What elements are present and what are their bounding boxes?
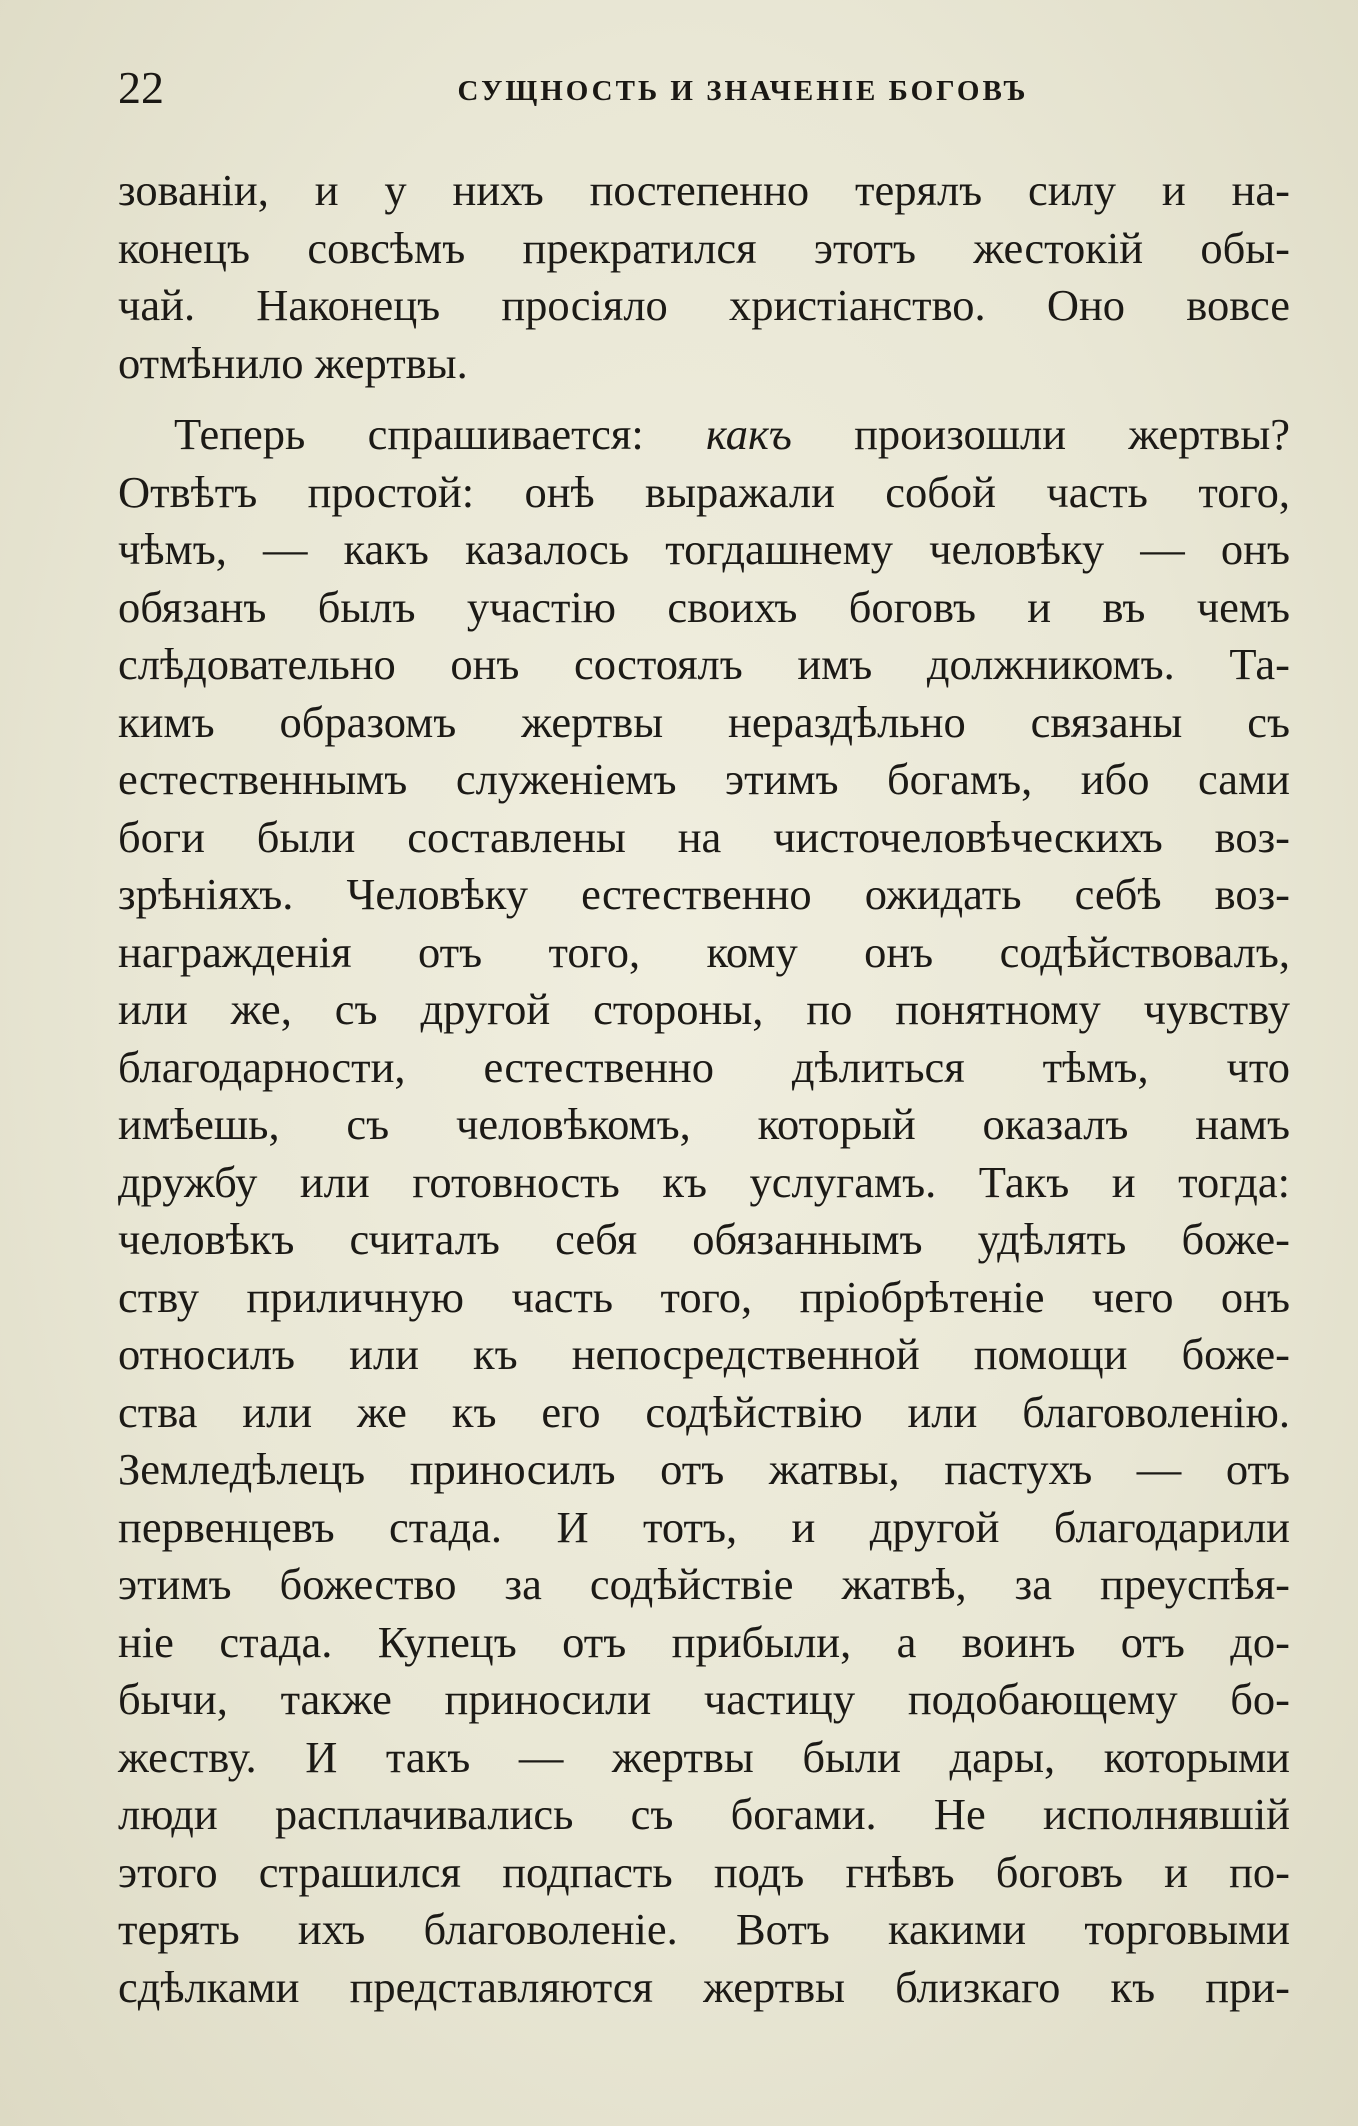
text-line: естественнымъ служеніемъ этимъ богамъ, ибо сами <box>118 754 1290 804</box>
line-before: Теперь спрашивается: <box>174 409 706 459</box>
text-line: первенцевъ стада. И тотъ, и другой благодарили <box>118 1501 1290 1552</box>
running-title: СУЩНОСТЬ И ЗНАЧЕНІЕ БОГОВЪ <box>457 75 1029 107</box>
text-line: дружбу или готовность къ услугамъ. Такъ и тогда: <box>118 1156 1290 1207</box>
text-line: люди расплачивались съ богами. Не исполнявшій <box>118 1789 1290 1839</box>
text-line: награжденія отъ того, кому онъ содѣйствовалъ, <box>118 926 1290 977</box>
text-line: кимъ образомъ жертвы нераздѣльно связаны съ <box>118 696 1290 747</box>
emphasized-word: какъ <box>705 409 792 459</box>
text-line: ства или же къ его содѣйствію или благоволенію. <box>118 1386 1290 1437</box>
text-line: или же, съ другой стороны, по понятному чувству <box>118 984 1290 1034</box>
text-line: боги были составлены на чисточеловѣческихъ воз- <box>118 811 1290 862</box>
text-line: зрѣніяхъ. Человѣку естественно ожидать себѣ воз- <box>118 869 1290 919</box>
text-line: слѣдовательно онъ состоялъ имъ должникомъ. Та- <box>118 639 1290 689</box>
text-line: терять ихъ благоволеніе. Вотъ какими торговыми <box>118 1904 1290 1954</box>
body-text <box>118 162 1290 2074</box>
text-line: обязанъ былъ участію своихъ боговъ и въ чемъ <box>118 581 1290 632</box>
text-line: зованіи, и у нихъ постепенно терялъ силу и на- <box>118 165 1290 215</box>
line-after: произошли жертвы? <box>791 409 1291 459</box>
text-line: Земледѣлецъ приносилъ отъ жатвы, пастухъ — отъ <box>118 1444 1290 1494</box>
text-line: этого страшился подпасть подъ гнѣвъ боговъ и по- <box>118 1846 1290 1897</box>
text-line: чѣмъ, — какъ казалось тогдашнему человѣку — онъ <box>118 524 1290 574</box>
text-line: относилъ или къ непосредственной помощи боже- <box>118 1329 1290 1379</box>
text-line <box>118 2016 1290 2074</box>
text-line: бычи, также приносили частицу подобающему бо- <box>118 1674 1290 1724</box>
paragraph-1 <box>118 162 1290 392</box>
paragraph-2 <box>118 406 1290 2074</box>
text-line: отмѣнило жертвы. <box>118 337 468 388</box>
text-line: Отвѣтъ простой: онѣ выражали собой часть того, <box>118 466 1290 517</box>
text-line: жеству. И такъ — жертвы были дары, которыми <box>118 1731 1290 1782</box>
text-line: ству приличную часть того, пріобрѣтеніе чего онъ <box>118 1271 1290 1322</box>
text-line-first <box>118 406 1290 464</box>
text-line: этимъ божество за содѣйствіе жатвѣ, за преуспѣя- <box>118 1559 1290 1609</box>
text-line: благодарности, естественно дѣлиться тѣмъ, что <box>118 1041 1290 1092</box>
text-line: чай. Наконецъ просіяло христіанство. Оно вовсе <box>118 280 1290 330</box>
running-head <box>118 58 1288 118</box>
text-line: конецъ совсѣмъ прекратился этотъ жестокій обы- <box>118 222 1290 273</box>
text-line: имѣешь, съ человѣкомъ, который оказалъ намъ <box>118 1099 1290 1149</box>
text-line: ніе стада. Купецъ отъ прибыли, а воинъ отъ до- <box>118 1616 1290 1667</box>
text-line: сдѣлками представляются жертвы близкаго къ при- <box>118 1961 1290 2012</box>
text-line: человѣкъ считалъ себя обязаннымъ удѣлять боже- <box>118 1214 1290 1264</box>
page-number: 22 <box>118 62 164 113</box>
